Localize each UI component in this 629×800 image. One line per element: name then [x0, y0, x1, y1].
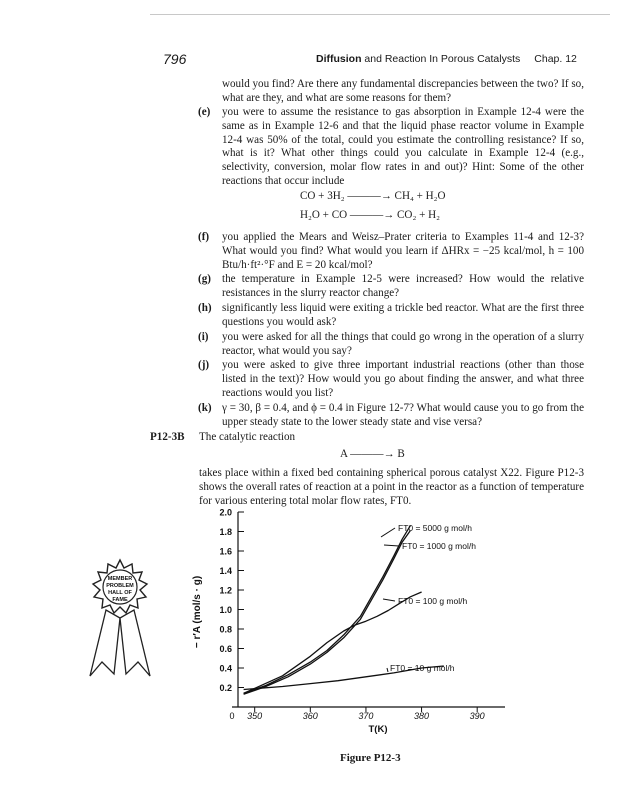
y-tick-label: 1.0: [219, 605, 232, 615]
y-tick-label: 1.6: [219, 546, 232, 557]
y-tick-label: 0.4: [219, 663, 232, 674]
header-bold: Diffusion: [316, 53, 362, 65]
series-annotation: FT0 = 1000 g mol/h: [402, 541, 476, 551]
y-tick-label: 1.4: [219, 566, 232, 576]
item-label-g: (g): [198, 273, 211, 285]
y-tick-label: 0.2: [219, 683, 232, 693]
x-origin-label: 0: [229, 711, 235, 721]
item-text-g: the temperature in Example 12-5 were increased? How would the relative resistances in the slurry reactor change?: [222, 273, 584, 299]
series-5000-line: [244, 526, 411, 694]
badge-line-1: MEMBER: [107, 576, 133, 582]
y-tick-label: 1.8: [219, 527, 232, 537]
x-axis-label: T(K): [368, 724, 388, 735]
item-text-i: you were asked for all the things that could go wrong in the operation of a slurry reactor, what would you say?: [222, 331, 584, 357]
x-tick-label: 390: [469, 711, 485, 721]
item-label-j: (j): [198, 359, 210, 371]
problem-text: takes place within a fixed bed containing spherical porous catalyst X22. Figure P12-3 shows the overall rates of reaction at a point in the reactor as a function of temperature for various entering total molar flow rates, FT0.: [199, 467, 584, 507]
y-tick-label: 1.2: [219, 585, 232, 596]
page-number: 796: [163, 51, 187, 67]
y-tick-label: 2.0: [219, 507, 232, 518]
x-tick-label: 370: [358, 711, 374, 721]
header-rest: and Reaction In Porous Catalysts: [361, 53, 521, 65]
y-tick-label: 0.8: [219, 624, 232, 635]
item-label-f: (f): [198, 231, 210, 243]
badge-line-4: FAME: [112, 597, 128, 603]
item-text-f: you applied the Mears and Weisz–Prater criteria to Examples 11-4 and 12-3? What would you find? What would you learn if ΔHRx = −25 kcal/mol, h = 100 Btu/h·ft²·°F and E = 20 kcal/mol?: [222, 231, 584, 271]
item-text-h: significantly less liquid were exiting a trickle bed reactor. What are the first three questions you would ask?: [222, 302, 584, 328]
series-annotation: FT0 = 100 g mol/h: [398, 596, 468, 606]
x-tick-label: 360: [302, 711, 318, 721]
annotation-leader: [383, 599, 395, 601]
equation-3: A ———→ B: [340, 448, 405, 460]
continued-text: would you find? Are there any fundamental discrepancies between the two? If so, what are they, and what are some reasons for them?: [222, 78, 584, 104]
y-axis-label: − r′A (mol/s · g): [192, 575, 203, 649]
problem-intro: The catalytic reaction: [199, 431, 296, 443]
badge-line-3: HALL OF: [108, 590, 132, 596]
x-tick-label: 350: [247, 711, 263, 721]
badge-line-2: PROBLEM: [106, 583, 134, 589]
item-text-k: γ = 30, β = 0.4, and ϕ = 0.4 in Figure 12-7? What would cause you to go from the upper steady state to the lower steady state and vise versa?: [222, 402, 584, 428]
item-label-e: (e): [198, 106, 211, 118]
annotation-leader: [384, 545, 399, 546]
item-label-k: (k): [198, 402, 212, 414]
item-text-j: you were asked to give three important industrial reactions (other than those listed in the text)? How would you go about finding the answer, and what three reactions would you list?: [222, 359, 584, 399]
header-chapter: Chap. 12: [534, 53, 577, 65]
item-text-e: you were to assume the resistance to gas absorption in Example 12-4 were the same as in Example 12-6 and that the liquid phase reactor volume in Example 12-4 was 50% of the total, could you estimate the controlling resistance? If so, what is it? What other things could you calculate in Example 12-4 (e.g., selectivity, conversion, molar flow rates in and out)? Hint: Some of the other reactions that occur include: [222, 106, 584, 187]
figure-caption: Figure P12-3: [340, 752, 401, 764]
equation-2: H₂O + CO ———→ CO₂ + H₂: [300, 209, 440, 221]
problem-label: P12-3B: [150, 431, 185, 443]
x-tick-label: 380: [414, 711, 430, 721]
series-annotation: FT0 = 10 g mol/h: [390, 663, 455, 673]
item-label-i: (i): [198, 331, 209, 343]
series-100-line: [244, 592, 422, 693]
item-label-h: (h): [198, 302, 212, 314]
annotation-leader: [381, 528, 395, 537]
series-annotation: FT0 = 5000 g mol/h: [398, 523, 472, 533]
equation-1: CO + 3H₂ ———→ CH₄ + H₂O: [300, 190, 446, 202]
annotation-leader: [387, 668, 388, 672]
y-tick-label: 0.6: [219, 644, 232, 654]
